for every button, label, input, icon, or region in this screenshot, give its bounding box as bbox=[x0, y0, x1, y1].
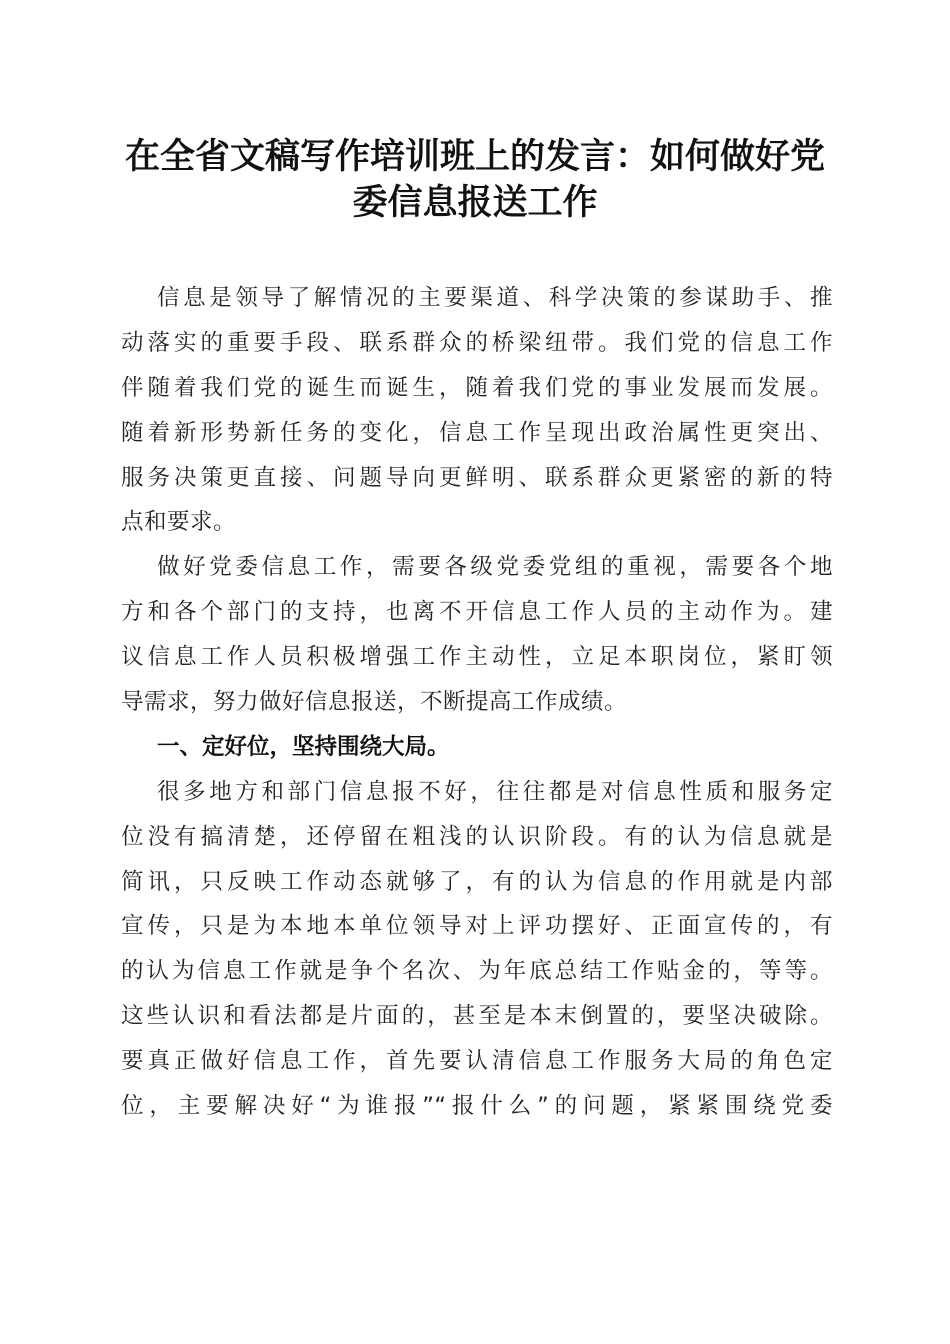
paragraph-3-line: 位，主要解决好“为谁报”“报什么”的问题，紧紧围绕党委 bbox=[121, 1093, 833, 1120]
paragraph-1-line: 伴随着我们党的诞生而诞生，随着我们党的事业发展而发展。 bbox=[121, 374, 833, 401]
paragraph-3-line: 要真正做好信息工作，首先要认清信息工作服务大局的角色定 bbox=[121, 1048, 833, 1075]
document-body bbox=[121, 276, 833, 1129]
paragraph-1-line: 点和要求。 bbox=[121, 509, 237, 536]
title-line-1: 在全省文稿写作培训班上的发言：如何做好党 bbox=[124, 136, 825, 177]
paragraph-3-line: 简讯，只反映工作动态就够了，有的认为信息的作用就是内部 bbox=[121, 868, 833, 895]
paragraph-3-line: 很多地方和部门信息报不好，往往都是对信息性质和服务定 bbox=[157, 778, 833, 805]
title-line-2: 委信息报送工作 bbox=[352, 182, 598, 223]
paragraph-2-line: 议信息工作人员积极增强工作主动性，立足本职岗位，紧盯领 bbox=[121, 644, 833, 671]
paragraph-1-line: 信息是领导了解情况的主要渠道、科学决策的参谋助手、推 bbox=[157, 285, 833, 311]
paragraph-2-line: 方和各个部门的支持，也离不开信息工作人员的主动作为。建 bbox=[121, 599, 833, 626]
paragraph-1-line: 动落实的重要手段、联系群众的桥梁纽带。我们党的信息工作 bbox=[121, 329, 833, 356]
paragraph-3-line: 的认为信息工作就是争个名次、为年底总结工作贴金的，等等。 bbox=[121, 958, 833, 985]
paragraph-2-line: 导需求，努力做好信息报送，不断提高工作成绩。 bbox=[121, 689, 628, 716]
paragraph-3-line: 这些认识和看法都是片面的，甚至是本末倒置的，要坚决破除。 bbox=[121, 1003, 833, 1030]
paragraph-1-line: 随着新形势新任务的变化，信息工作呈现出政治属性更突出、 bbox=[121, 419, 833, 446]
document-title bbox=[110, 134, 840, 226]
paragraph-3-line: 位没有搞清楚，还停留在粗浅的认识阶段。有的认为信息就是 bbox=[121, 823, 833, 850]
paragraph-1-line: 服务决策更直接、问题导向更鲜明、联系群众更紧密的新的特 bbox=[121, 464, 833, 491]
paragraph-2-line: 做好党委信息工作，需要各级党委党组的重视，需要各个地 bbox=[157, 554, 833, 581]
paragraph-3-line: 宣传，只是为本地本单位领导对上评功摆好、正面宣传的，有 bbox=[121, 913, 833, 940]
section-heading-1: 一、定好位，坚持围绕大局。 bbox=[157, 733, 450, 760]
